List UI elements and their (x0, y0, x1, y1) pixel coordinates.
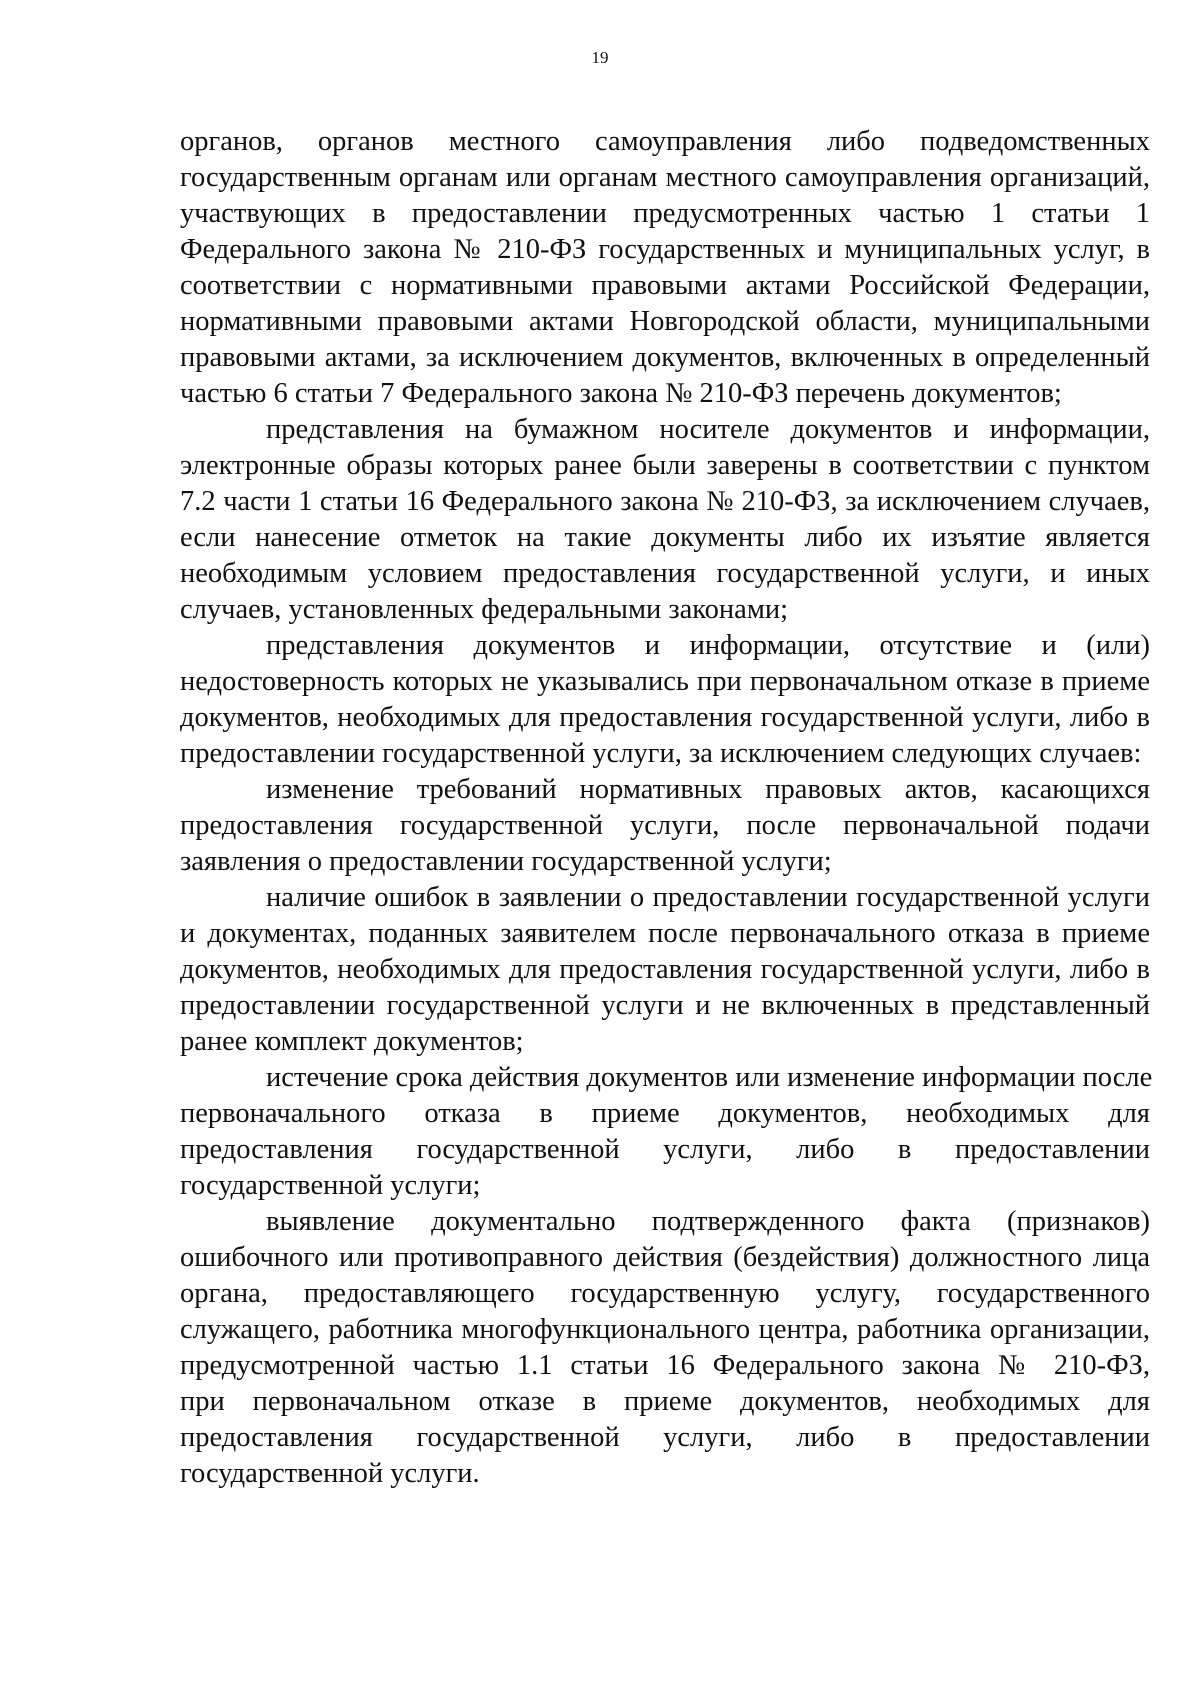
text-line: предоставления государственной услуги, либо в предоставлении (180, 1422, 1150, 1453)
text-line: если нанесение отметок на такие документы либо их изъятие является (180, 522, 1150, 553)
text-line: при первоначальном отказе в приеме документов, необходимых для (180, 1386, 1150, 1417)
text-line: органов, органов местного самоуправления либо подведомственных (180, 126, 1150, 157)
text-line: государственным органам или органам местного самоуправления организаций, (180, 162, 1150, 193)
text-line: государственной услуги. (180, 1458, 480, 1489)
text-line: первоначального отказа в приеме документов, необходимых для (180, 1098, 1150, 1129)
text-line: электронные образы которых ранее были заверены в соответствии с пунктом (180, 450, 1150, 481)
text-line: частью 6 статьи 7 Федерального закона № 210-ФЗ перечень документов; (180, 378, 1062, 409)
text-line: и документах, поданных заявителем после первоначального отказа в приеме (180, 918, 1150, 949)
text-line: необходимым условием предоставления государственной услуги, и иных (180, 558, 1150, 589)
text-line: изменение требований нормативных правовых актов, касающихся (266, 774, 1150, 805)
paragraph (180, 1204, 1150, 1492)
text-line: предоставления государственной услуги, после первоначальной подачи (180, 810, 1150, 841)
text-line: документов, необходимых для предоставления государственной услуги, либо в (180, 702, 1150, 733)
text-line: участвующих в предоставлении предусмотренных частью 1 статьи 1 (180, 198, 1150, 229)
document-body (180, 124, 1153, 1492)
text-line: предоставления государственной услуги, либо в предоставлении (180, 1134, 1150, 1165)
text-line: служащего, работника многофункционального центра, работника организации, (180, 1314, 1150, 1345)
text-line: заявления о предоставлении государственной услуги; (180, 846, 832, 877)
paragraph (180, 124, 1150, 412)
paragraph (180, 772, 1150, 880)
text-line: ошибочного или противоправного действия (бездействия) должностного лица (180, 1242, 1150, 1273)
text-line: государственной услуги; (180, 1170, 481, 1201)
text-line: нормативными правовыми актами Новгородской области, муниципальными (180, 306, 1150, 337)
text-line: наличие ошибок в заявлении о предоставлении государственной услуги (266, 882, 1150, 913)
page-number: 19 (591, 48, 609, 67)
paragraph (180, 1060, 1153, 1204)
paragraph (180, 412, 1150, 628)
text-line: 7.2 части 1 статьи 16 Федерального закона № 210-ФЗ, за исключением случаев, (180, 486, 1150, 517)
text-line: органа, предоставляющего государственную услугу, государственного (180, 1278, 1150, 1309)
text-line: недостоверность которых не указывались при первоначальном отказе в приеме (180, 666, 1150, 697)
text-line: соответствии с нормативными правовыми актами Российской Федерации, (180, 270, 1150, 301)
paragraph (180, 880, 1150, 1060)
text-line: ранее комплект документов; (180, 1026, 524, 1057)
text-line: представления документов и информации, отсутствие и (или) (266, 630, 1150, 661)
text-line: выявление документально подтвержденного факта (признаков) (266, 1206, 1150, 1237)
paragraph (180, 628, 1150, 772)
text-line: случаев, установленных федеральными законами; (180, 594, 789, 625)
text-line: представления на бумажном носителе документов и информации, (266, 414, 1150, 445)
text-line: предоставлении государственной услуги, за исключением следующих случаев: (180, 738, 1142, 769)
text-line: Федерального закона № 210-ФЗ государственных и муниципальных услуг, в (180, 234, 1150, 265)
text-line: предоставлении государственной услуги и не включенных в представленный (180, 990, 1150, 1021)
text-line: документов, необходимых для предоставления государственной услуги, либо в (180, 954, 1150, 985)
text-line: правовыми актами, за исключением документов, включенных в определенный (180, 342, 1150, 373)
text-line: истечение срока действия документов или изменение информации после (266, 1062, 1153, 1093)
text-line: предусмотренной частью 1.1 статьи 16 Федерального закона № 210-ФЗ, (180, 1350, 1150, 1381)
